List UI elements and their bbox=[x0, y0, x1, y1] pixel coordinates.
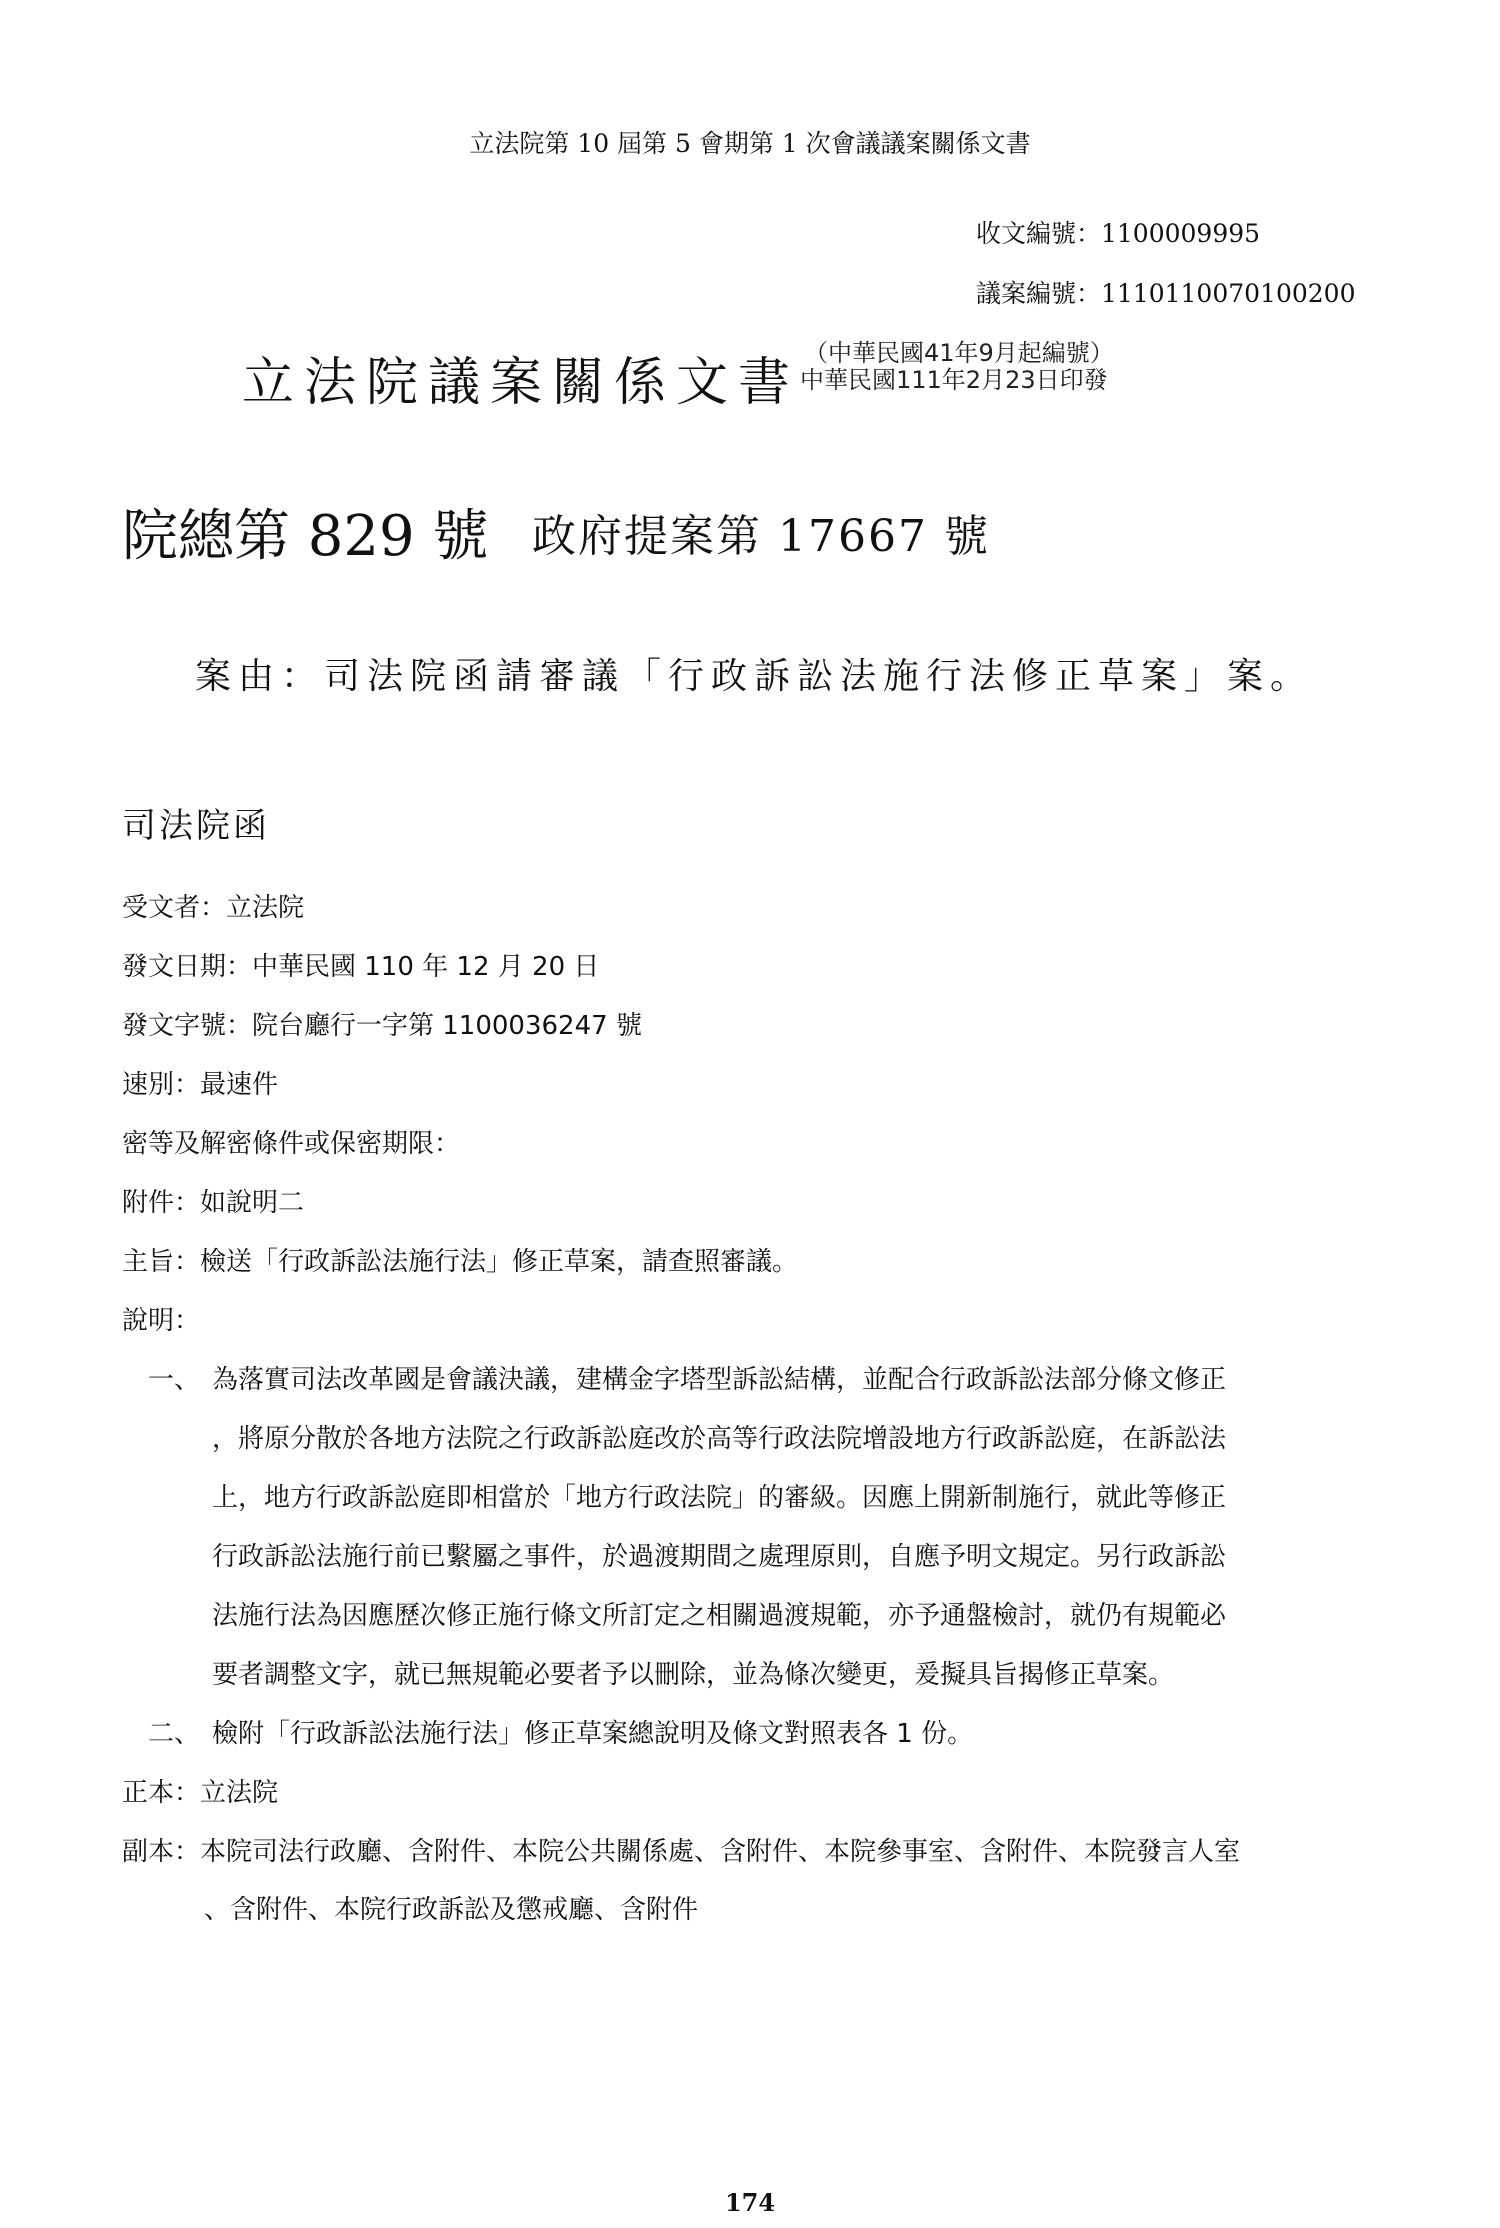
explanation-label: 說明： bbox=[122, 1306, 201, 1336]
copies-field bbox=[122, 1831, 1241, 1925]
item-line: ，將原分散於各地方法院之行政訴訟庭改於高等行政法院增設地方行政訴訟庭，在訴訟法 bbox=[212, 1424, 1227, 1454]
issue-date-field: 發文日期：中華民國 110 年 12 月 20 日 bbox=[122, 952, 600, 982]
print-date: 中華民國111年2月23日印發 bbox=[800, 366, 1108, 394]
item-line: 法施行法為因應歷次修正施行條文所訂定之相關過渡規範，亦予通盤檢討，就仍有規範必 bbox=[212, 1601, 1227, 1631]
recipient-field: 受文者：立法院 bbox=[122, 893, 305, 923]
document-title: 立法院議案關係文書 bbox=[242, 353, 801, 413]
item-line: 行政訴訟法施行前已繫屬之事件，於過渡期間之處理原則，自應予明文規定。另行政訴訟 bbox=[212, 1542, 1227, 1572]
item-line: 要者調整文字，就已無規範必要者予以刪除，並為條次變更，爰擬具旨揭修正草案。 bbox=[212, 1660, 1175, 1690]
case-subject: 案由：司法院函請審議「行政訴訟法施行法修正草案」案。 bbox=[195, 656, 1314, 697]
purpose-field: 主旨：檢送「行政訴訟法施行法」修正草案，請查照審議。 bbox=[122, 1247, 799, 1277]
item-line: 檢附「行政訴訟法施行法」修正草案總說明及條文對照表各 1 份。 bbox=[212, 1719, 974, 1749]
original-copy-field: 正本：立法院 bbox=[122, 1778, 279, 1808]
document-title-note bbox=[800, 340, 1114, 394]
secrecy-field: 密等及解密條件或保密期限： bbox=[122, 1129, 461, 1159]
item-line: 為落實司法改革國是會議決議，建構金字塔型訴訟結構，並配合行政訴訟法部分條文修正 bbox=[212, 1365, 1227, 1395]
session-line: 立法院第 10 屆第 5 會期第 1 次會議議案關係文書 bbox=[469, 129, 1031, 158]
copies-line: 副本：本院司法行政廳、含附件、本院公共關係處、含附件、本院參事室、含附件、本院發言人室 bbox=[122, 1837, 1241, 1867]
copies-line: 、含附件、本院行政訴訟及懲戒廳、含附件 bbox=[204, 1895, 699, 1925]
item-line: 上，地方行政訴訟庭即相當於「地方行政法院」的審級。因應上開新制施行，就此等修正 bbox=[212, 1483, 1227, 1513]
numbering-note: （中華民國41年9月起編號） bbox=[804, 339, 1114, 367]
bill-number: 議案編號：1110110070100200 bbox=[976, 279, 1356, 308]
letter-heading: 司法院函 bbox=[122, 806, 270, 846]
attachment-field: 附件：如說明二 bbox=[122, 1188, 305, 1218]
gov-proposal-number: 政府提案第 17667 號 bbox=[532, 511, 990, 562]
item-number: 二、 bbox=[148, 1719, 201, 1749]
reference-number-field: 發文字號：院台廳行一字第 1100036247 號 bbox=[122, 1011, 642, 1041]
item-number: 一、 bbox=[148, 1365, 201, 1395]
document-number: 院總第 829 號 bbox=[122, 504, 489, 569]
receipt-number: 收文編號：1100009995 bbox=[976, 219, 1261, 248]
speed-field: 速別：最速件 bbox=[122, 1070, 279, 1100]
page-number: 174 bbox=[724, 2188, 776, 2217]
